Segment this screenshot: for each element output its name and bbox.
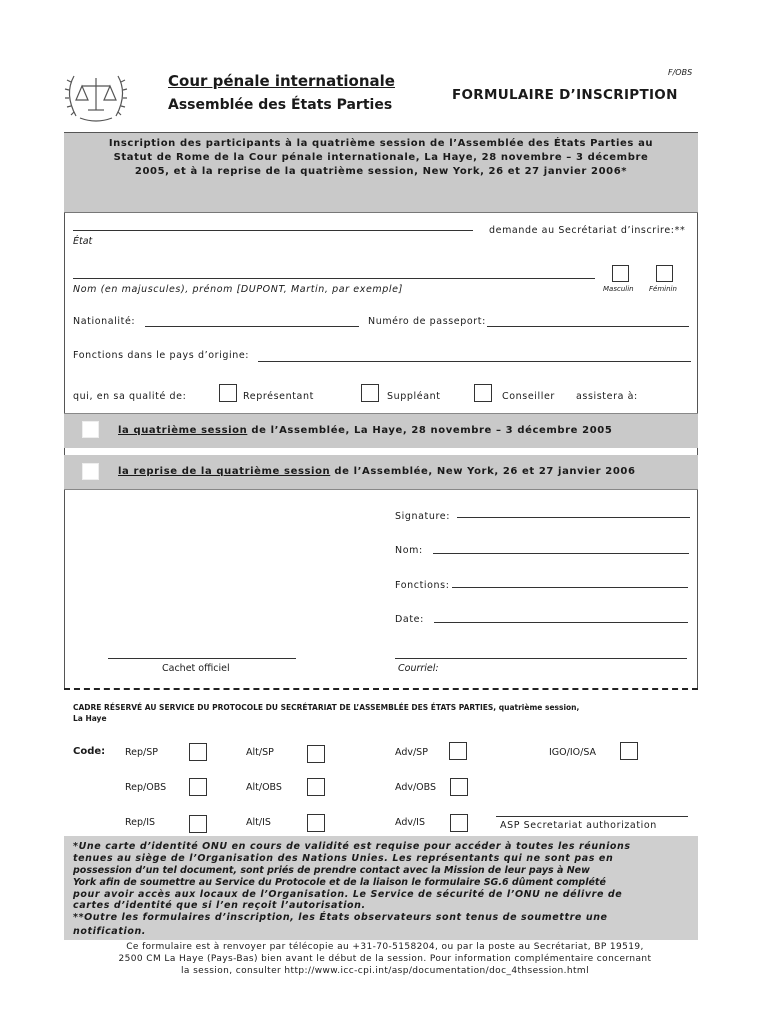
state-input[interactable] bbox=[73, 230, 473, 231]
code-rep-obs-checkbox[interactable] bbox=[189, 778, 207, 796]
code-adv-sp-checkbox[interactable] bbox=[449, 742, 467, 760]
code-adv-is-checkbox[interactable] bbox=[450, 814, 468, 832]
alternate-label: Suppléant bbox=[387, 391, 441, 402]
code-alt-sp-label: Alt/SP bbox=[246, 747, 274, 758]
intro-line-3: 2005, et à la reprise de la quatrième session, New York, 26 et 27 janvier 2006* bbox=[134, 166, 628, 177]
session-1-rest: de l’Assemblée, La Haye, 28 novembre – 3 décembre 2005 bbox=[247, 425, 613, 436]
session-1-checkbox[interactable] bbox=[82, 421, 99, 438]
email-label: Courriel: bbox=[398, 663, 439, 674]
form-title: FORMULAIRE D’INSCRIPTION bbox=[452, 87, 678, 103]
code-alt-obs-label: Alt/OBS bbox=[246, 782, 282, 793]
asp-auth-label: ASP Secretariat authorization bbox=[500, 820, 657, 831]
note-1-line-1: *Une carte d’identité ONU en cours de validité est requise pour accéder à toutes les réunions bbox=[73, 841, 631, 852]
code-adv-sp-label: Adv/SP bbox=[395, 747, 428, 758]
footer-line-2: 2500 CM La Haye (Pays-Bas) bien avant le début de la session. Pour information complémentaire concernant bbox=[118, 954, 652, 964]
code-label: Code: bbox=[73, 746, 106, 757]
intro-line-1: Inscription des participants à la quatrième session de l’Assemblée des États Parties au bbox=[108, 138, 654, 149]
code-adv-obs-label: Adv/OBS bbox=[395, 782, 437, 793]
adviser-checkbox[interactable] bbox=[474, 384, 492, 402]
signature-name-label: Nom: bbox=[395, 545, 423, 556]
form-ref: F/OBS bbox=[668, 68, 693, 77]
reserved-title-rest: quatrième session, bbox=[496, 703, 580, 712]
male-checkbox[interactable] bbox=[612, 265, 629, 282]
code-igo-checkbox[interactable] bbox=[620, 742, 638, 760]
functions-origin-label: Fonctions dans le pays d’origine: bbox=[73, 350, 250, 361]
email-input[interactable] bbox=[395, 658, 687, 659]
code-adv-obs-checkbox[interactable] bbox=[450, 778, 468, 796]
session-2-text bbox=[118, 466, 636, 477]
note-1-line-4: York afin de soumettre au Service du Protocole et de la liaison le formulaire SG.6 dûment complété bbox=[73, 877, 606, 888]
passport-label: Numéro de passeport: bbox=[368, 316, 486, 327]
stamp-line bbox=[108, 658, 296, 659]
session-2-link: la reprise de la quatrième session bbox=[118, 466, 331, 477]
representative-checkbox[interactable] bbox=[219, 384, 237, 402]
session-1-link: la quatrième session bbox=[118, 425, 248, 436]
signature-functions-input[interactable] bbox=[452, 587, 688, 588]
name-input[interactable] bbox=[73, 278, 595, 279]
adviser-label: Conseiller bbox=[502, 391, 555, 402]
reserved-title-line2: La Haye bbox=[73, 714, 107, 723]
code-rep-is-label: Rep/IS bbox=[125, 817, 156, 828]
note-2-line-2: notification. bbox=[73, 926, 147, 937]
code-adv-is-label: Adv/IS bbox=[395, 817, 426, 828]
code-rep-sp-label: Rep/SP bbox=[125, 747, 159, 758]
functions-origin-input[interactable] bbox=[258, 361, 691, 362]
note-1-line-3: possession d’un tel document, sont priés de prendre contact avec la Mission de leur pays à New bbox=[73, 865, 590, 876]
male-label: Masculin bbox=[603, 285, 634, 293]
capacity-label: qui, en sa qualité de: bbox=[73, 391, 187, 402]
code-rep-is-checkbox[interactable] bbox=[189, 815, 207, 833]
footer-line-1: Ce formulaire est à renvoyer par télécopie au +31-70-5158204, ou par la poste au Secrétariat, BP 19519, bbox=[126, 942, 644, 952]
code-alt-is-checkbox[interactable] bbox=[307, 814, 325, 832]
passport-input[interactable] bbox=[487, 326, 689, 327]
code-rep-sp-checkbox[interactable] bbox=[189, 743, 207, 761]
footer-line-3: la session, consulter http://www.icc-cpi.int/asp/documentation/doc_4thsession.html bbox=[181, 966, 589, 976]
form-frame bbox=[64, 132, 698, 688]
stamp-label: Cachet officiel bbox=[162, 663, 230, 674]
note-2-line-1: **Outre les formulaires d’inscription, les États observateurs sont tenus de soumettre une bbox=[73, 912, 608, 923]
signature-name-input[interactable] bbox=[433, 553, 689, 554]
female-label: Féminin bbox=[649, 285, 677, 293]
asp-auth-line[interactable] bbox=[496, 816, 688, 817]
code-alt-sp-checkbox[interactable] bbox=[307, 745, 325, 763]
dashed-separator bbox=[64, 688, 698, 690]
reserved-title bbox=[73, 703, 579, 712]
nationality-input[interactable] bbox=[145, 326, 359, 327]
court-name: Cour pénale internationale bbox=[168, 72, 395, 90]
intro-line-2: Statut de Rome de la Cour pénale internationale, La Haye, 28 novembre – 3 décembre bbox=[113, 152, 649, 163]
alternate-checkbox[interactable] bbox=[361, 384, 379, 402]
signature-input[interactable] bbox=[457, 517, 690, 518]
note-1-line-5: pour avoir accès aux locaux de l’Organisation. Le Service de sécurité de l’ONU ne délivre de bbox=[73, 889, 623, 900]
session-2-checkbox[interactable] bbox=[82, 463, 99, 480]
assembly-name: Assemblée des États Parties bbox=[168, 97, 393, 113]
name-label: Nom (en majuscules), prénom [DUPONT, Martin, par exemple] bbox=[73, 284, 403, 295]
note-1-line-2: tenues au siège de l’Organisation des Nations Unies. Les représentants qui ne sont pas en bbox=[73, 853, 614, 864]
state-label: État bbox=[73, 236, 93, 247]
code-rep-obs-label: Rep/OBS bbox=[125, 782, 167, 793]
representative-label: Représentant bbox=[243, 391, 314, 402]
icc-logo bbox=[60, 66, 132, 126]
attend-label: assistera à: bbox=[576, 391, 638, 402]
signature-functions-label: Fonctions: bbox=[395, 580, 450, 591]
note-1-line-6: cartes d’identité que si l’en reçoit l’autorisation. bbox=[73, 900, 366, 911]
code-alt-is-label: Alt/IS bbox=[246, 817, 271, 828]
session-1-text bbox=[118, 425, 612, 436]
nationality-label: Nationalité: bbox=[73, 316, 136, 327]
reserved-title-bold: CADRE RÉSERVÉ AU SERVICE DU PROTOCOLE DU SECRÉTARIAT DE L’ASSEMBLÉE DES ÉTATS PARTIES, bbox=[73, 703, 497, 712]
signature-date-input[interactable] bbox=[434, 622, 688, 623]
request-text: demande au Secrétariat d’inscrire:** bbox=[489, 225, 686, 236]
female-checkbox[interactable] bbox=[656, 265, 673, 282]
signature-label: Signature: bbox=[395, 511, 451, 522]
code-alt-obs-checkbox[interactable] bbox=[307, 778, 325, 796]
session-2-rest: de l’Assemblée, New York, 26 et 27 janvier 2006 bbox=[330, 466, 636, 477]
code-igo-label: IGO/IO/SA bbox=[549, 747, 597, 758]
signature-date-label: Date: bbox=[395, 614, 424, 625]
